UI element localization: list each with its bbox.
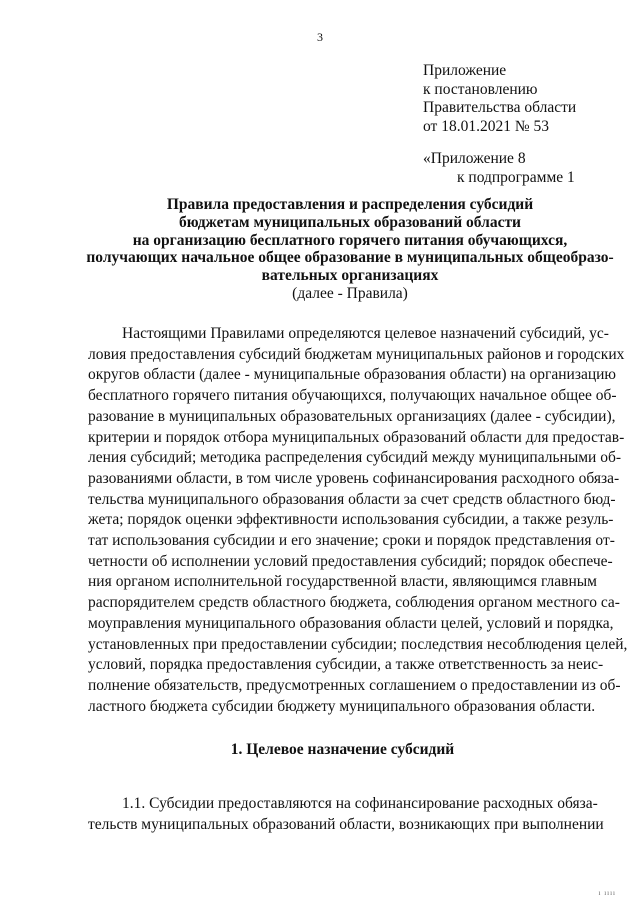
paragraph-line: ния органом исполнительной государственной власти, являющимся главным	[88, 573, 597, 591]
paragraph-line: жета; порядок оценки эффективности использования субсидии, а также резуль-	[88, 511, 614, 529]
prior-appendix-reference	[423, 150, 575, 187]
appendix-line: к постановлению	[423, 80, 538, 98]
paragraph-line: ластного бюджета субсидии бюджету муниципального образования области.	[88, 697, 596, 715]
paragraph-line: установленных при предоставлении субсидии; последствия несоблюдения целей,	[88, 635, 628, 653]
paragraph-line: условий, порядка предоставления субсидии, а также ответственность за неис-	[88, 656, 604, 674]
paragraph-line: 1.1. Субсидии предоставляются на софинансирование расходных обяза-	[122, 795, 598, 812]
appendix-line: от 18.01.2021 № 53	[423, 117, 549, 135]
paragraph-line: тельств муниципальных образований области, возникающих при выполнении	[88, 816, 604, 833]
paragraph-line: ловия предоставления субсидий бюджетам муниципальных районов и городских	[88, 345, 625, 363]
paragraph-line: моуправления муниципального образования области целей, условий и порядка,	[88, 614, 614, 632]
title-line: Правила предоставления и распределения субсидий	[166, 196, 534, 213]
title-line: на организацию бесплатного горячего питания обучающихся,	[132, 231, 568, 249]
paragraph-line: бесплатного горячего питания обучающихся, получающих начальное общее об-	[88, 387, 617, 405]
paragraph-line: тат использования субсидии и его значение; сроки и порядок представления от-	[88, 532, 615, 550]
paragraph-line: тельства муниципального образования области за счет средств областного бюд-	[88, 490, 616, 508]
appendix-reference	[423, 62, 576, 136]
page-number: 3	[317, 30, 323, 44]
paragraph-line: ления субсидий; методика распределения субсидий между муниципальными об-	[88, 449, 622, 467]
paragraph-line: полнение обязательств, предусмотренных соглашением о предоставлении из об-	[88, 676, 621, 694]
title-subtitle: (далее - Правила)	[292, 284, 408, 302]
section-paragraph	[88, 793, 604, 835]
intro-paragraph	[88, 324, 628, 717]
paragraph-line: четности об исполнении условий предоставления субсидий; порядок обеспече-	[88, 552, 613, 570]
paragraph-line: критерии и порядок отбора муниципальных образований области для предостав-	[88, 428, 625, 446]
paragraph-line: разованиями области, в том числе уровень софинансирования расходного обяза-	[88, 469, 620, 487]
paragraph-line: Настоящими Правилами определяются целевое назначений субсидий, ус-	[122, 325, 609, 342]
prior-appendix-line: «Приложение 8	[423, 150, 526, 167]
title-line: вательных организациях	[261, 267, 439, 285]
paragraph-line: округов области (далее - муниципальные образования области) на организацию	[88, 366, 616, 384]
prior-appendix-line: к подпрограмме 1	[457, 168, 575, 186]
appendix-line: Приложение	[423, 62, 507, 79]
title-line: получающих начальное общее образование в муниципальных общеобразо-	[86, 249, 614, 267]
document-title	[60, 196, 640, 303]
section-heading: 1. Целевое назначение субсидий	[230, 741, 455, 758]
title-line: бюджетам муниципальных образований области	[179, 213, 521, 231]
scan-mark: ı ıııı	[598, 889, 616, 897]
paragraph-line: распорядителем средств областного бюджета, соблюдения органом местного са-	[88, 594, 620, 612]
paragraph-line: разование в муниципальных образовательных организациях (далее - субсидии),	[88, 407, 616, 425]
appendix-line: Правительства области	[423, 99, 577, 116]
